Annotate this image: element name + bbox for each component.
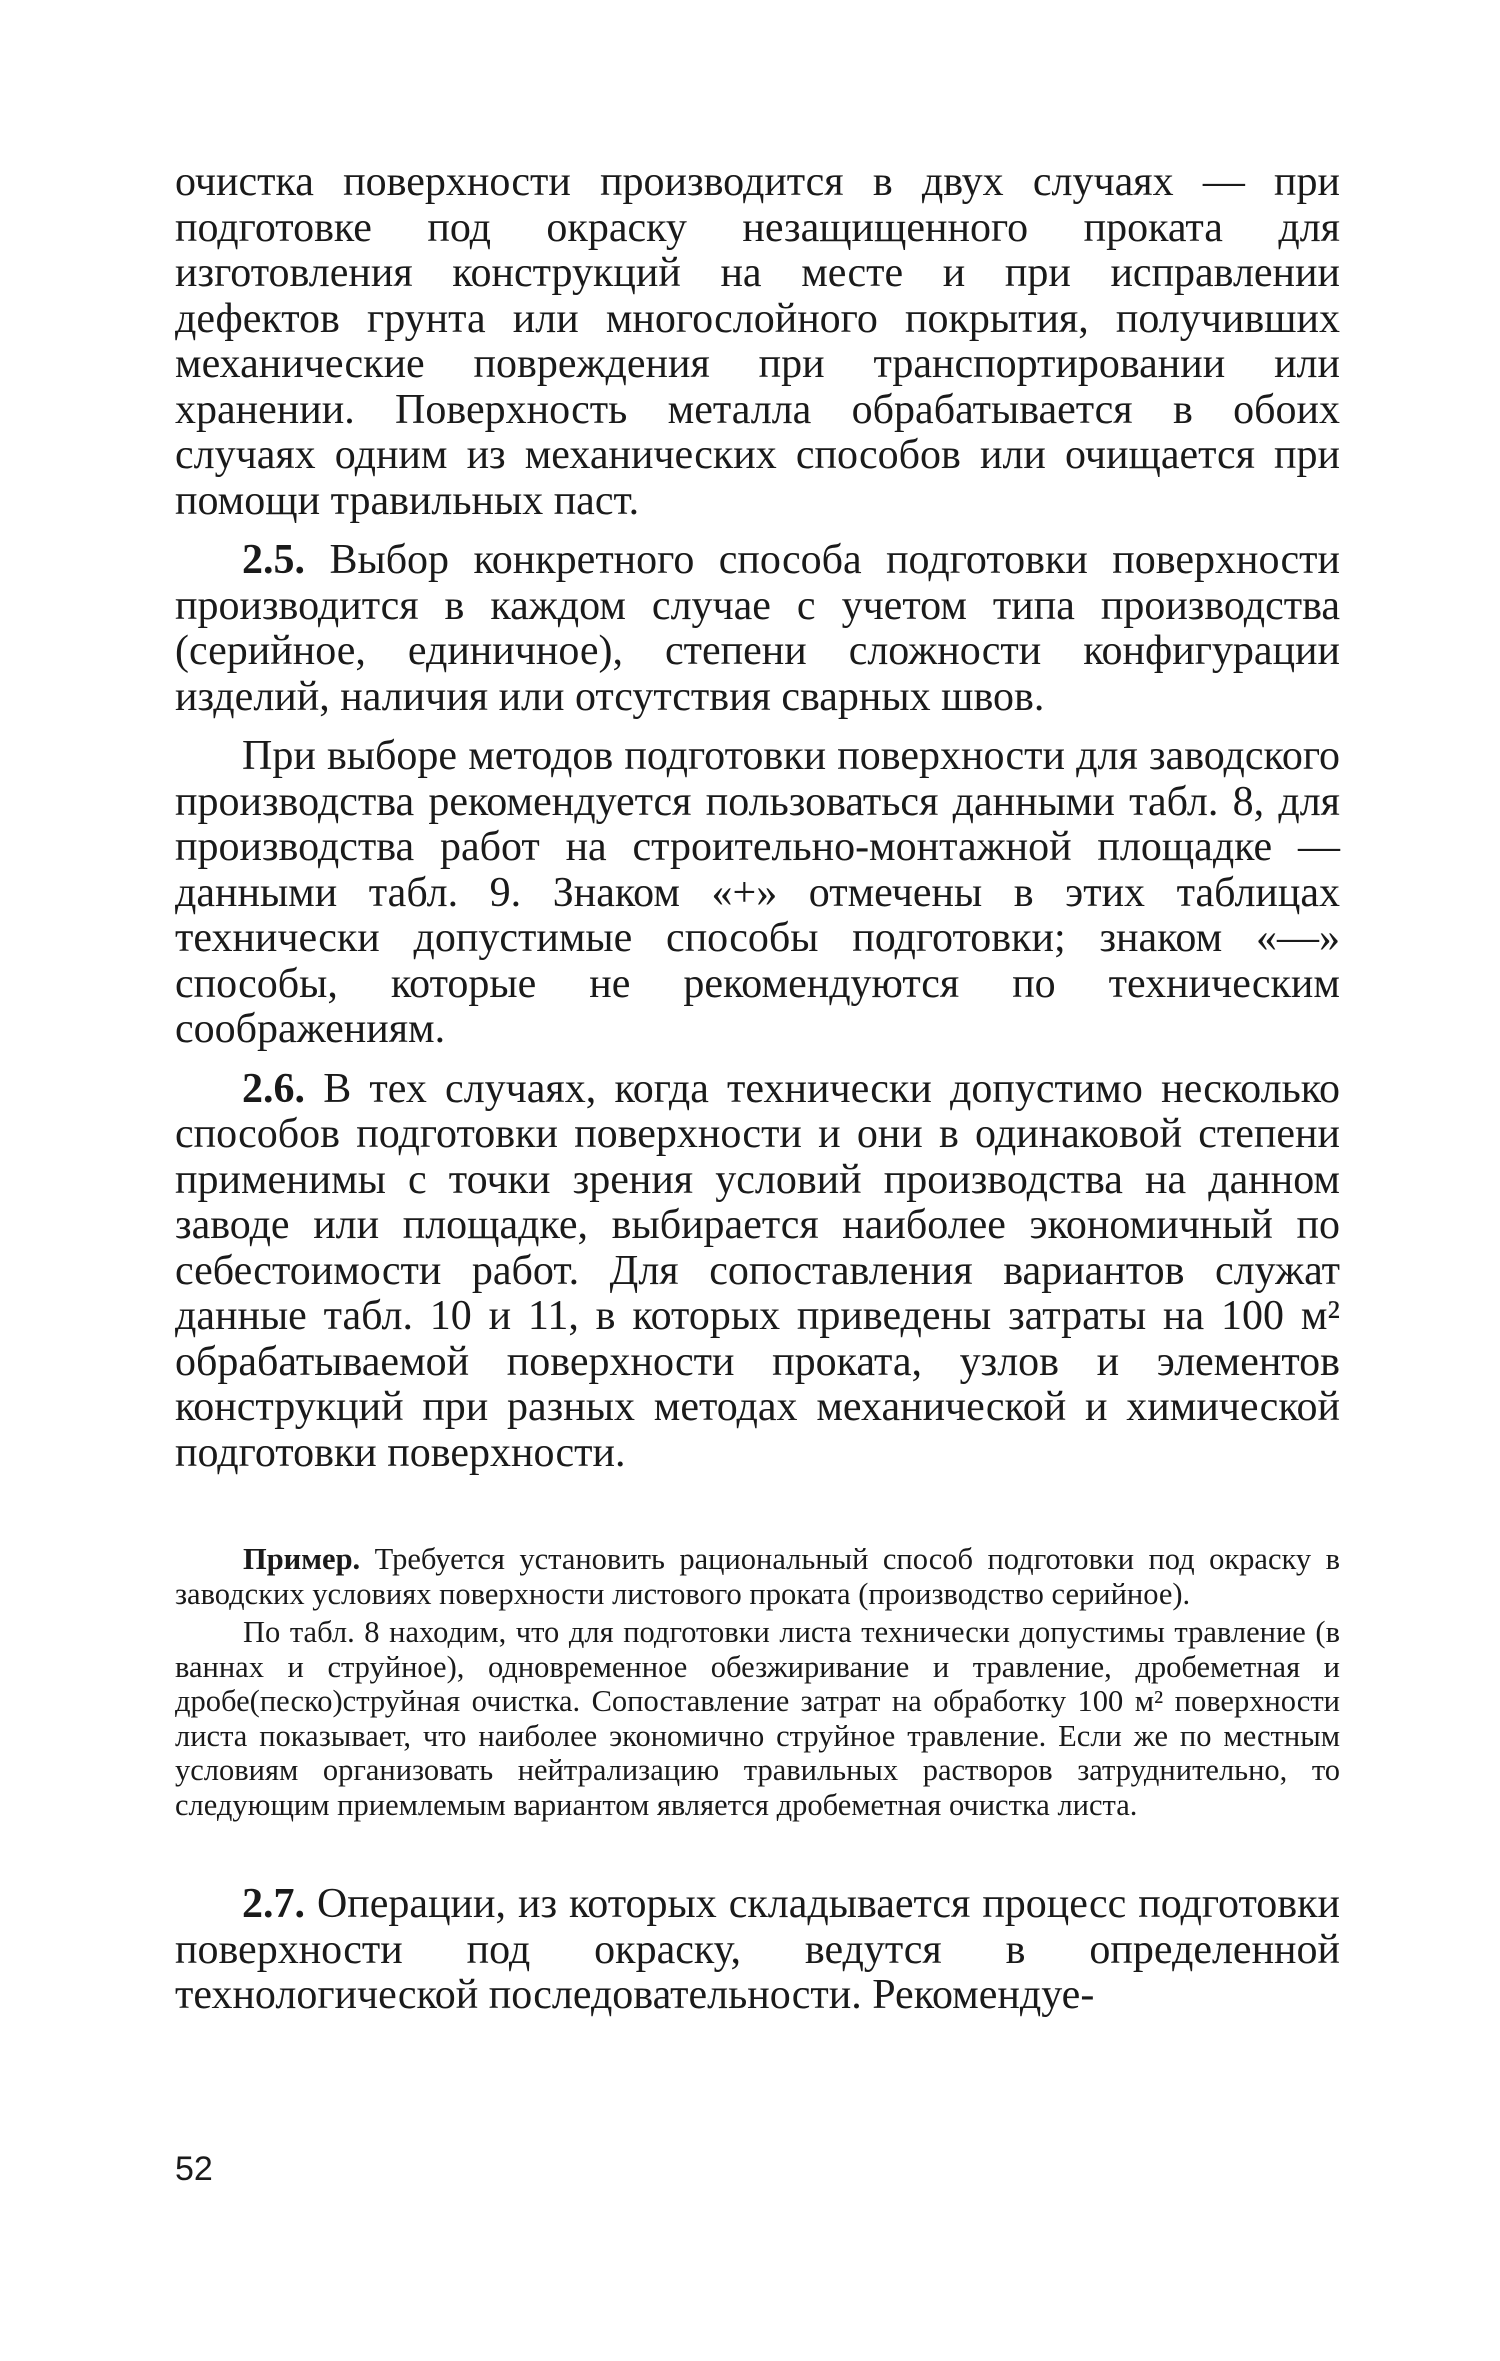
section-2-6: [175, 1067, 1340, 1477]
section-2-5: [175, 538, 1340, 720]
paragraph-methods: При выборе методов подготовки поверхности для заводского производства рекомендуется пользоваться данными табл. 8, для производства работ на строительно-монтажной площадке — данными табл. 9. Знаком «+» отмечены в этих таблицах технически допустимые способы подготовки; знаком «—» способы, которые не рекомендуются по техническим соображениям.: [175, 733, 1340, 1052]
section-number: 2.6.: [242, 1065, 305, 1112]
example-solution: По табл. 8 находим, что для подготовки листа технически допустимы травление (в ваннах и струйное), одновременное обезжиривание и травление, дробеметная и дробе(песко)струйная очистка. Сопоставление затрат на обработку 100 м² поверхности листа показывает, что наиболее экономично струйное травление. Если же по местным условиям организовать нейтрализацию травильных растворов затруднительно, то следующим приемлемым вариантом является дробеметная очистка листа.: [175, 1615, 1340, 1822]
section-number: 2.5.: [242, 537, 305, 583]
example-label: Пример.: [243, 1542, 361, 1576]
example-text: Требуется установить рациональный способ подготовки под окраску в заводских условиях поверхности листового проката (производство серийное).: [175, 1542, 1340, 1611]
page-number: 52: [175, 2150, 213, 2188]
section-text: В тех случаях, когда технически допустимо несколько способов подготовки поверхности и они в одинаковой степени применимы с точки зрения условий производства на данном заводе или площадке, выбирается наиболее экономичный по себестоимости работ. Для сопоставления вариантов служат данные табл. 10 и 11, в которых приведены затраты на 100 м² обрабатываемой поверхности проката, узлов и элементов конструкций при разных методах механической и химической подготовки поверхности.: [175, 1065, 1340, 1476]
main-text: [175, 160, 1340, 1476]
paragraph-continuation: очистка поверхности производится в двух случаях — при подготовке под окраску незащищенного проката для изготовления конструкций на месте и при исправлении дефектов грунта или многослойного покрытия, получивших механические повреждения при транспортировании или хранении. Поверхность металла обрабатывается в обоих случаях одним из механических способов или очищается при помощи травильных паст.: [175, 159, 1340, 524]
section-2-7: [175, 1882, 1340, 2019]
section-text: Операции, из которых складывается процесс подготовки поверхности под окраску, ведутся в определенной технологической последовательности. Рекомендуе-: [175, 1881, 1340, 2018]
section-2-7-block: [175, 1882, 1340, 2019]
page-content: [175, 160, 1340, 2019]
section-number: 2.7.: [242, 1881, 305, 1927]
example-paragraph: [175, 1542, 1340, 1611]
example-block: [175, 1542, 1340, 1822]
section-text: Выбор конкретного способа подготовки поверхности производится в каждом случае с учетом типа производства (серийное, единичное), степени сложности конфигурации изделий, наличия или отсутствия сварных швов.: [175, 537, 1340, 720]
